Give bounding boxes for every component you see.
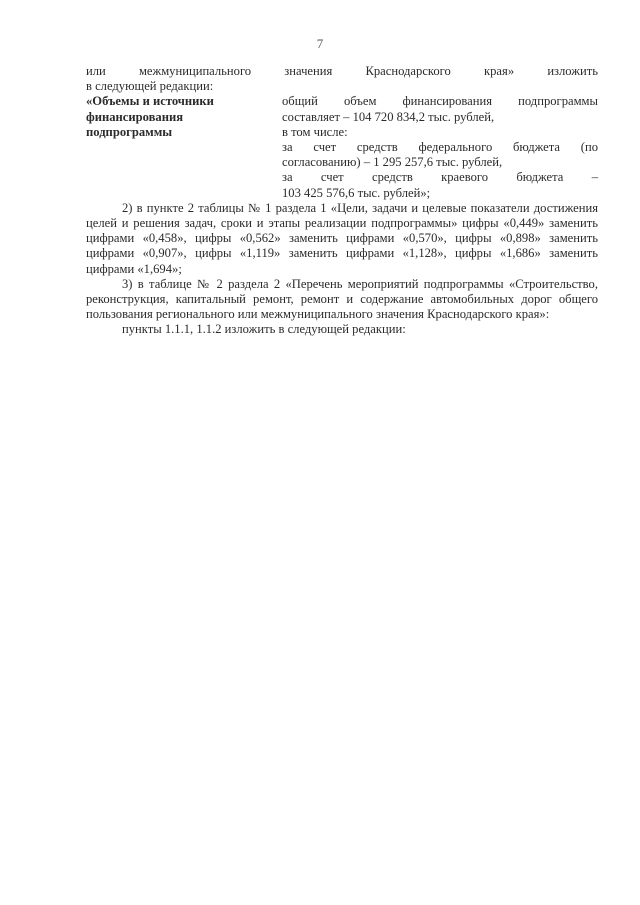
paragraph-2: 2) в пункте 2 таблицы № 1 раздела 1 «Цели, задачи и целевые показатели достижения целей и решения задач, сроки и этапы реализации подпрограммы» цифры «0,449» заменить цифрами «0,458», цифры «0,562» заменить цифрами «0,570», цифры «0,898» заменить цифрами «0,907», цифры «1,119» заменить цифрами «1,128», цифры «1,686» заменить цифрами «1,694»; [86, 200, 598, 276]
intro-word: Краснодарского [365, 64, 451, 78]
table-value-line: за счет средств краевого бюджета – [282, 170, 598, 185]
intro-word: значения [284, 64, 333, 78]
paragraph-4: пункты 1.1.1, 1.1.2 изложить в следующей редакции: [122, 322, 406, 337]
table-value-cell [282, 94, 598, 200]
table-value-line: составляет – 104 720 834,2 тыс. рублей, [282, 109, 495, 124]
table-label-line: финансирования [86, 109, 184, 124]
intro-line-2: в следующей редакции: [86, 79, 214, 94]
intro-word: изложить [547, 64, 598, 78]
intro-word: края» [484, 64, 515, 78]
intro-line [86, 64, 598, 79]
table-label-line: «Объемы и источники [86, 94, 214, 109]
table-label-line: подпрограммы [86, 124, 173, 139]
table-value-line: согласованию) – 1 295 257,6 тыс. рублей, [282, 155, 503, 170]
table-value-line: за счет средств федерального бюджета (по [282, 140, 598, 155]
paragraph-3: 3) в таблице № 2 раздела 2 «Перечень мероприятий подпрограммы «Строительство, реконструкция, капитальный ремонт, ремонт и содержание автомобильных дорог общего пользования регионального или межмуниципального значения Краснодарского края»: [86, 276, 598, 322]
table-label-cell [86, 94, 282, 200]
page-number: 7 [316, 36, 324, 51]
document-body [86, 64, 598, 338]
intro-word: или [86, 64, 106, 78]
table-value-line: общий объем финансирования подпрограммы [282, 94, 598, 109]
intro-word: межмуниципального [138, 64, 252, 78]
table-value-line: 103 425 576,6 тыс. рублей»; [282, 185, 431, 200]
table-value-line: в том числе: [282, 124, 348, 139]
funding-table [86, 94, 598, 200]
